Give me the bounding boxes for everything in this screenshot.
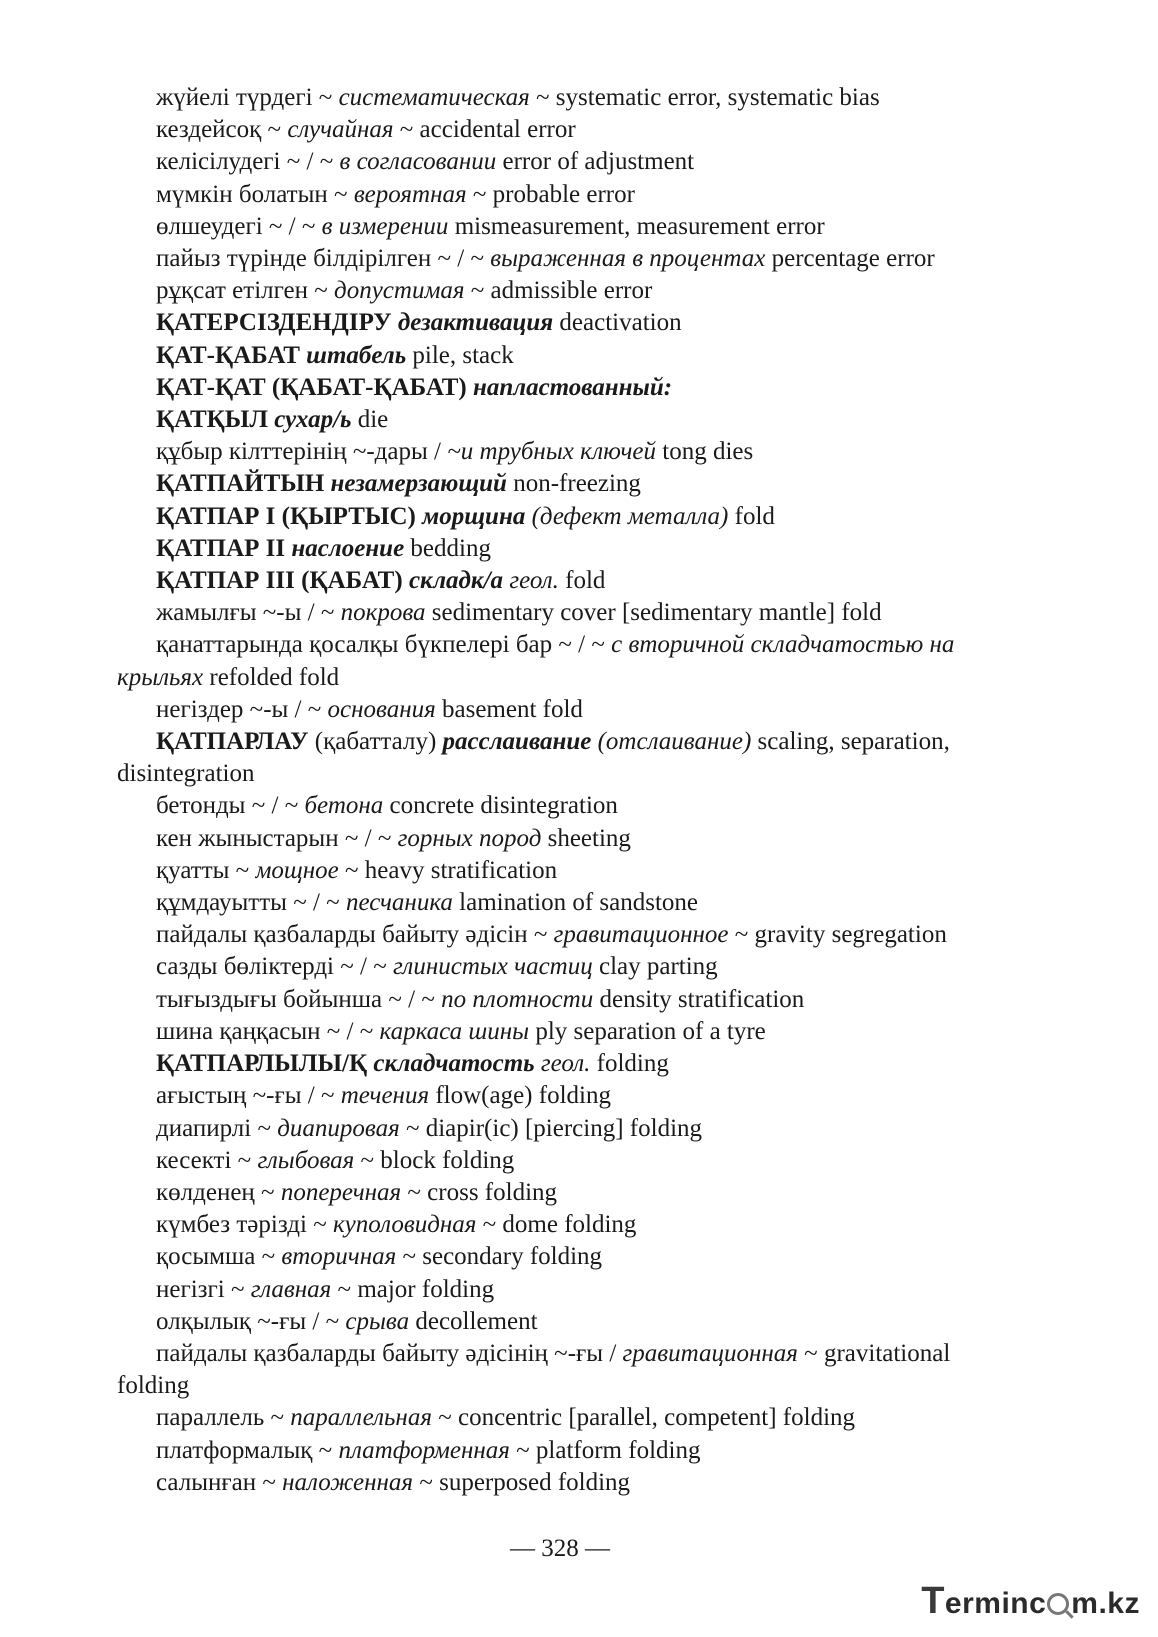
entry-segment: платформенная [338,1436,510,1464]
entry-segment: параллельная [290,1404,432,1432]
entry-segment: геол. [540,1050,591,1078]
entry-segment: die [351,406,389,434]
entry-segment: ҚАТПАЙТЫН [156,470,331,498]
entry-segment: глыбовая [257,1146,355,1174]
entry-segment: диапировая [277,1114,400,1142]
entry-segment: ply separation of a tyre [529,1017,766,1045]
entry-segment: выраженная в процентах [490,245,766,273]
entry-segment: ~ admissible error [464,277,653,305]
entry-segment: ~ heavy stratification [338,856,558,884]
entry-segment: дезактивация [397,309,554,337]
dictionary-entry [117,1080,1012,1112]
entry-segment: напластованный: [472,373,673,401]
entry-segment: платформалық ~ [156,1436,339,1464]
entry-segment: decollement [409,1307,538,1335]
entry-segment: non-freezing [506,470,641,498]
entry-segment: главная [250,1275,332,1303]
entry-segment: ~ concentric [parallel, competent] folding [431,1404,856,1432]
dictionary-entry [117,1048,1012,1080]
dictionary-entry [117,823,1012,855]
entry-segment: в согласовании [339,148,497,176]
entry-segment: бетонды ~ / ~ [156,792,305,820]
dictionary-entry [117,1274,1012,1306]
watermark-t: T [921,1580,945,1622]
entry-segment: кездейсоқ ~ [156,116,288,144]
entry-segment: гравитационное [553,921,729,949]
entry-segment: негізгі ~ [156,1275,251,1303]
dictionary-entry [117,1306,1012,1338]
entry-segment: error of adjustment [496,148,695,176]
entry-segment: (дефект металла) [531,502,729,530]
dictionary-entry [117,275,1012,307]
entry-segment: негіздер ~-ы / ~ [156,695,328,723]
entry-segment: tong dies [656,438,754,466]
entry-segment: (қабатталу) [308,728,443,756]
entry-segment: ~ superposed folding [413,1468,631,1496]
entry-segment: незамерзающий [330,470,507,498]
entry-segment: бетона [304,792,384,820]
dictionary-entry [117,307,1012,339]
entry-segment: тығыздығы бойынша ~ / ~ [156,985,442,1013]
entry-segment: диапирлі ~ [156,1114,278,1142]
watermark-right: m.kz [1071,1587,1140,1620]
dictionary-entry [117,694,1012,726]
entry-segment: морщина [422,502,526,530]
entry-segment: кен жыныстарын ~ / ~ [156,824,398,852]
entry-segment: пайдалы қазбаларды байыту әдісін ~ [156,921,554,949]
dictionary-entry [117,211,1012,243]
entry-segment: случайная [287,116,394,144]
dictionary-entry [117,855,1012,887]
entry-segment: ҚАТПАР III (ҚАБАТ) [156,567,409,595]
entry-segment: қуатты ~ [156,856,256,884]
entry-segment: күмбез тәрізді ~ [156,1211,333,1239]
entry-segment: ~ cross folding [401,1178,558,1206]
entry-segment: pile, stack [406,341,514,369]
entry-segment: основания [327,695,436,723]
entry-segment: складк/а [408,567,504,595]
entry-segment: гравитационная [622,1339,798,1367]
dictionary-entry [117,1016,1012,1048]
dictionary-entry [117,919,1012,951]
entry-segment: шина қаңқасын ~ / ~ [156,1017,380,1045]
entry-segment: штабель [306,341,407,369]
entry-segment: по плотности [441,985,594,1013]
entry-segment: ҚАТПАР I (ҚЫРТЫС) [156,502,423,530]
dictionary-entry [117,1209,1012,1241]
entry-segment: lamination of sandstone [452,889,698,917]
entry-segment: сухар/ь [274,406,352,434]
entry-segment: clay parting [592,953,718,981]
entry-segment: құмдауытты ~ / ~ [156,889,346,917]
dictionary-entry [117,1467,1012,1499]
dictionary-entry [117,179,1012,211]
entry-segment: өлшеудегі ~ / ~ [156,212,322,240]
dictionary-entry [117,726,1012,790]
entry-segment: допустимая [334,277,465,305]
dictionary-entry [117,629,1012,693]
entry-segment: расслаивание [442,728,592,756]
entry-segment: flow(age) folding [429,1082,611,1110]
entry-segment: deactivation [553,309,682,337]
entry-segment: fold [558,567,606,595]
entry-segment: ҚАТ-ҚАБАТ [156,341,307,369]
entry-segment: сазды бөліктерді ~ / ~ [156,953,393,981]
magnifier-icon [1047,1593,1069,1615]
entry-segment: каркаса шины [379,1017,530,1045]
entry-segment: refolded fold [203,663,340,691]
entry-segment: көлденең ~ [156,1178,281,1206]
entry-segment: ҚАТПАРЛЫЛЫ/Қ [156,1050,374,1078]
entry-segment: ~ platform folding [509,1436,701,1464]
entry-segment: горных пород [397,824,542,852]
dictionary-entry [117,1145,1012,1177]
dictionary-entry [117,984,1012,1016]
entry-segment: ~ dome folding [476,1211,637,1239]
dictionary-entry [117,372,1012,404]
entry-segment: ағыстың ~-ғы / ~ [156,1082,341,1110]
dictionary-entry [117,114,1012,146]
entry-segment: ~ secondary folding [396,1243,603,1271]
entry-segment: percentage error [765,245,935,273]
dictionary-entry [117,951,1012,983]
dictionary-entry [117,1113,1012,1145]
entry-segment: ~ diapir(ic) [piercing] folding [399,1114,703,1142]
entry-segment: параллель ~ [156,1404,291,1432]
entry-segment: жүйелі түрдегі ~ [156,84,339,111]
dictionary-entry [117,468,1012,500]
entry-segment: пайдалы қазбаларды байыту әдісінің ~-ғы / [156,1339,623,1367]
dictionary-entry [117,82,1012,114]
entry-segment: mismeasurement, measurement error [448,212,825,240]
entry-segment: мүмкін болатын ~ [156,180,354,208]
entry-segment: вторичная [281,1243,397,1271]
entry-segment: density stratification [593,985,805,1013]
entry-segment: folding [590,1050,669,1078]
dictionary-entry [117,501,1012,533]
entry-segment: систематическая [338,84,530,111]
entry-segment: наложенная [282,1468,414,1496]
entry-segment: ҚАТ-ҚАТ (ҚАБАТ-ҚАБАТ) [156,373,473,401]
entry-segment: ҚАТПАРЛАУ [156,728,309,756]
entry-segment: sheeting [541,824,631,852]
entry-segment: құбыр кілттерінің ~-дары / [156,438,448,466]
dictionary-entry [117,597,1012,629]
entry-segment: ~ probable error [466,180,635,208]
entry-segment: ~ systematic error, systematic bias [529,84,880,111]
termincom-watermark-logo [921,1580,1140,1623]
entry-segment: ҚАТЕРСІЗДЕНДІРУ [156,309,398,337]
entry-segment: олқылық ~-ғы / ~ [156,1307,346,1335]
entry-segment: салынған ~ [156,1468,283,1496]
entry-segment: келісілудегі ~ / ~ [156,148,340,176]
dictionary-entry [117,1177,1012,1209]
entry-segment: поперечная [280,1178,402,1206]
entry-segment: fold [728,502,775,530]
entry-segment: вероятная [353,180,467,208]
entry-segment: (отслаивание) [597,728,752,756]
dictionary-entry [117,146,1012,178]
entry-segment: ~и трубных ключей [447,438,657,466]
watermark-left: erminc [944,1587,1047,1620]
entry-segment: sedimentary cover [sedimentary mantle] fold [425,599,882,627]
dictionary-entry [117,533,1012,565]
entry-segment: рұқсат етілген ~ [156,277,335,305]
entry-segment: ~ gravity segregation [728,921,947,949]
entry-segment: наслоение [291,534,405,562]
entry-segment: покрова [340,599,426,627]
entry-segment: basement fold [435,695,583,723]
entry-segment: concrete disintegration [383,792,618,820]
entry-segment: ~ block folding [354,1146,515,1174]
dictionary-entry [117,790,1012,822]
dictionary-entry [117,1435,1012,1467]
dictionary-entry [117,436,1012,468]
dictionary-entry [117,243,1012,275]
dictionary-entry [117,404,1012,436]
dictionary-entry [117,1338,1012,1402]
dictionary-entry [117,1241,1012,1273]
entry-segment: scaling, separation, disintegration [117,728,950,788]
entry-segment: с вторичной складчатостью на крыльях [117,631,955,691]
entry-segment: bedding [404,534,491,562]
entry-segment: геол. [509,567,559,595]
entry-segment: кесекті ~ [156,1146,258,1174]
page-number: — 328 — [510,1535,610,1562]
entry-segment: қосымша ~ [156,1243,282,1271]
entry-segment: ҚАТПАР II [156,534,292,562]
entry-segment: ~ gravitational folding [117,1339,951,1400]
entry-segment: қанаттарында қосалқы бүкпелері бар ~ / ~ [156,631,612,659]
entry-segment: глинистых частиц [393,953,593,981]
entry-segment: пайыз түрінде білдірілген ~ / ~ [156,245,491,273]
dictionary-entry [117,887,1012,919]
entry-segment: ~ major folding [331,1275,495,1303]
entry-segment: песчаника [345,889,453,917]
entry-segment: срыва [345,1307,410,1335]
entry-segment: жамылғы ~-ы / ~ [156,599,341,627]
entry-segment: складчатость [373,1050,535,1078]
entry-segment: ~ accidental error [393,116,576,144]
dictionary-entry [117,1402,1012,1434]
dictionary-entries [117,82,1012,1499]
entry-segment: куполовидная [332,1211,477,1239]
dictionary-entry [117,565,1012,597]
entry-segment: течения [340,1082,430,1110]
entry-segment: мощное [255,856,339,884]
dictionary-entry [117,340,1012,372]
entry-segment: ҚАТҚЫЛ [156,406,275,434]
entry-segment: в измерении [321,212,449,240]
